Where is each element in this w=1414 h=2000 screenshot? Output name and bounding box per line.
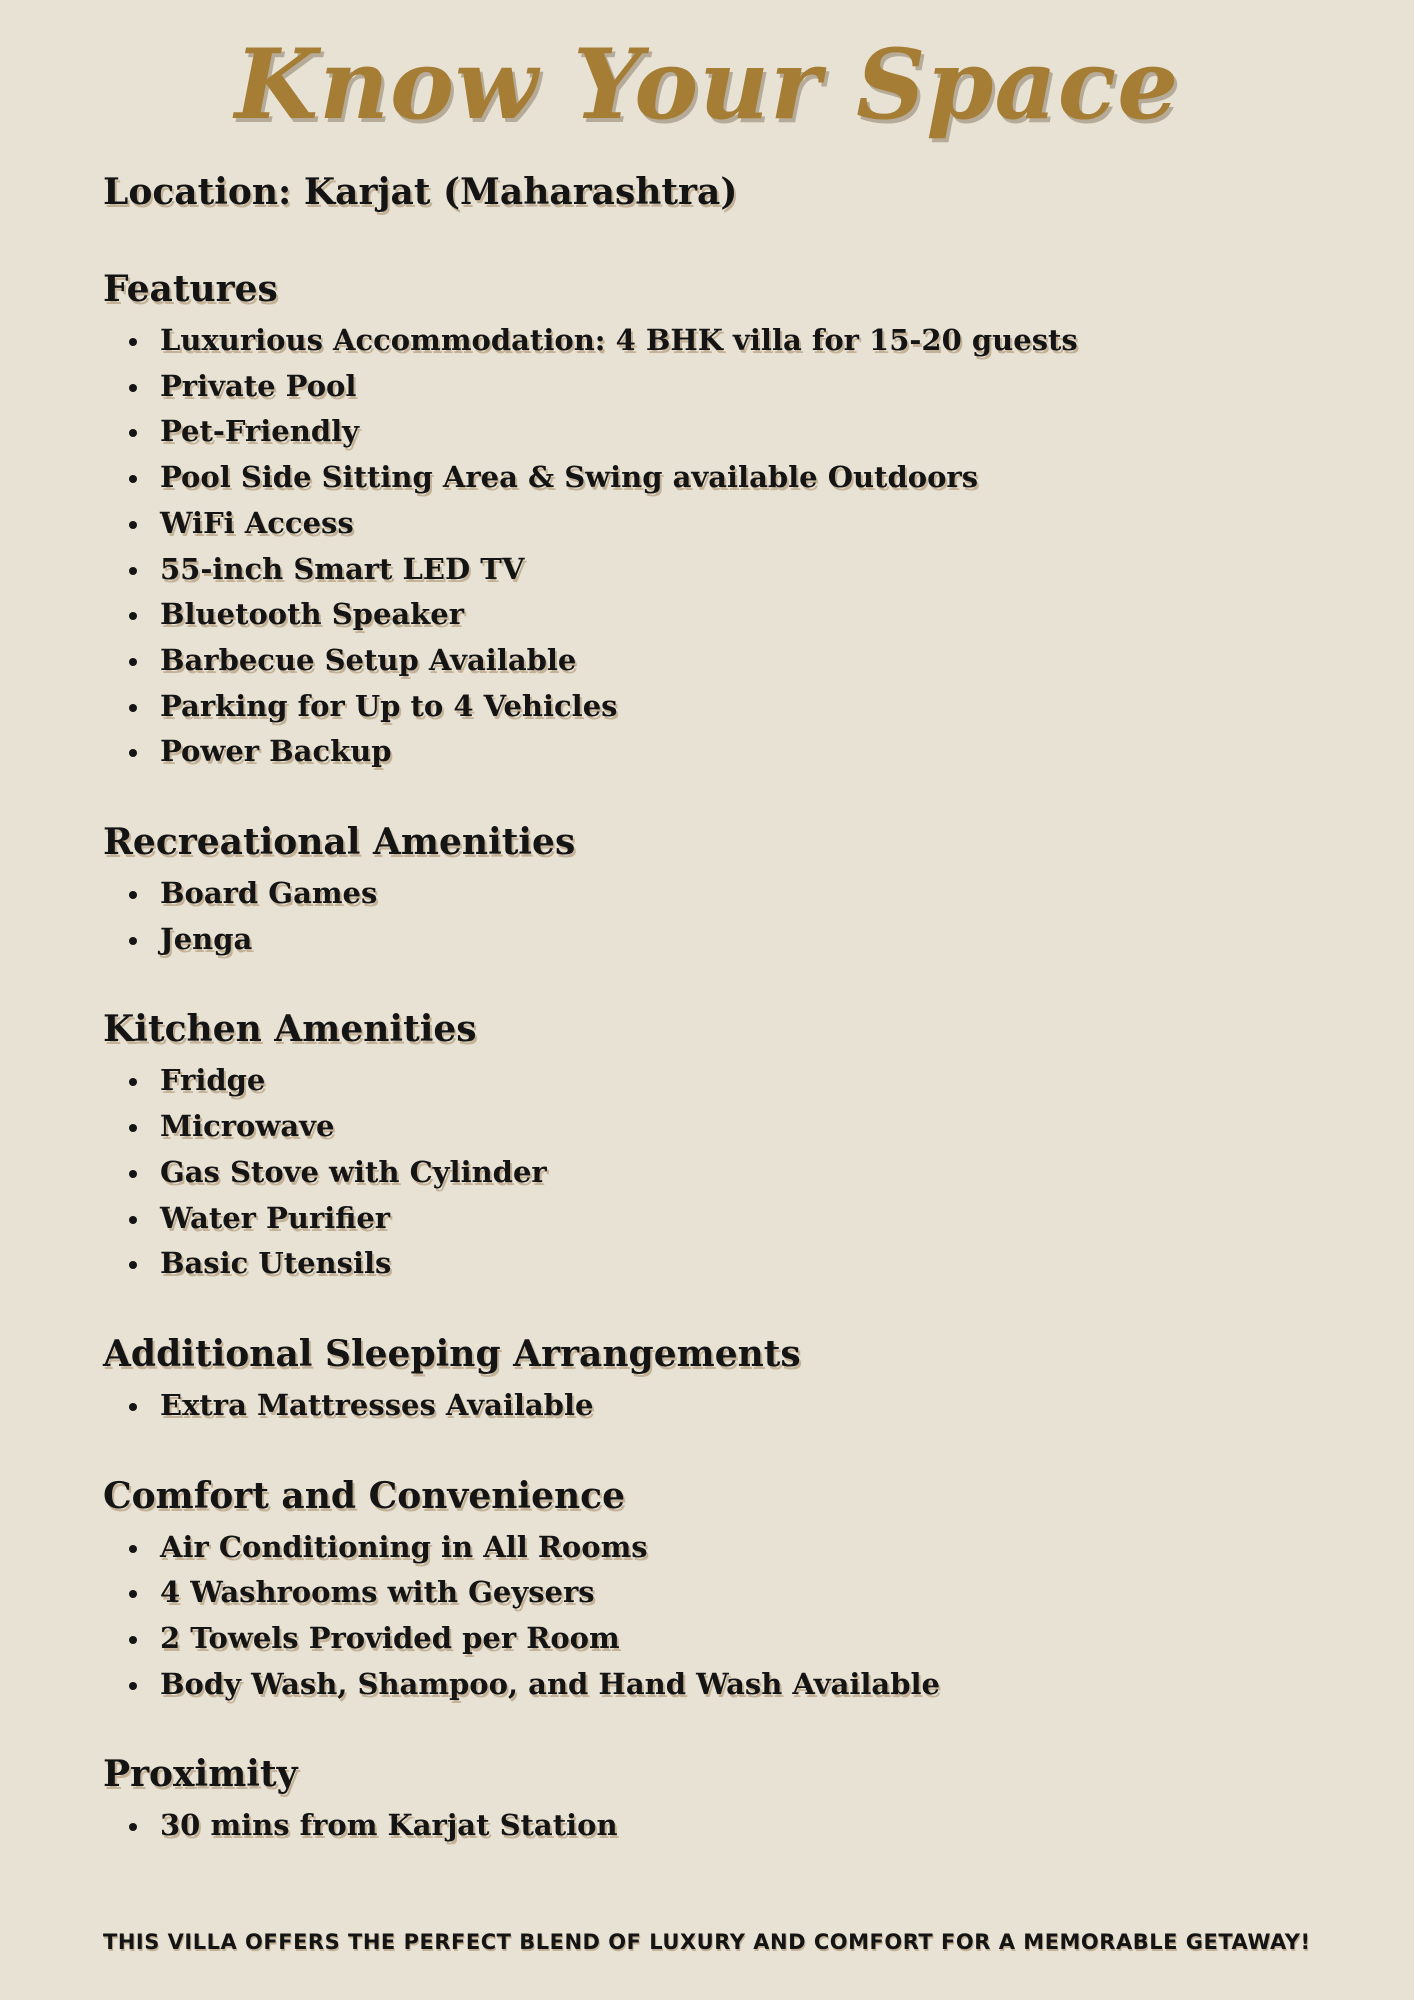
section-features [103, 260, 1303, 775]
list-item: Gas Stove with Cylinder [160, 1150, 1303, 1196]
list-item: Microwave [160, 1104, 1303, 1150]
list-item: 30 mins from Karjat Station [160, 1803, 1303, 1849]
section-title: Comfort and Convenience [103, 1474, 625, 1517]
section-comfort-and-convenience [103, 1467, 1303, 1708]
list-item: 4 Washrooms with Geysers [160, 1570, 1303, 1616]
section-title: Proximity [103, 1753, 298, 1796]
list-item: Air Conditioning in All Rooms [160, 1525, 1303, 1571]
list-item: Barbecue Setup Available [160, 638, 1303, 684]
section-title: Features [103, 268, 278, 310]
list-item: Board Games [160, 871, 1303, 917]
section-list [103, 1383, 1303, 1429]
section-list [103, 871, 1303, 962]
list-item: Luxurious Accommodation: 4 BHK villa for 15-20 guests [160, 318, 1303, 364]
section-list [103, 318, 1303, 775]
list-item: Basic Utensils [160, 1241, 1303, 1287]
content [103, 162, 1303, 1887]
section-kitchen-amenities [103, 1000, 1303, 1287]
list-item: Extra Mattresses Available [160, 1383, 1303, 1429]
section-list [103, 1058, 1303, 1287]
sections-container [103, 260, 1303, 1849]
page-title: Know Your Space [234, 28, 1180, 141]
section-list [103, 1525, 1303, 1708]
list-item: 55-inch Smart LED TV [160, 547, 1303, 593]
section-additional-sleeping-arrangements [103, 1325, 1303, 1429]
list-item: Bluetooth Speaker [160, 592, 1303, 638]
list-item: Pet-Friendly [160, 409, 1303, 455]
section-title: Kitchen Amenities [103, 1008, 477, 1051]
list-item: Power Backup [160, 729, 1303, 775]
list-item: Pool Side Sitting Area & Swing available Outdoors [160, 455, 1303, 501]
footer-tagline: THIS VILLA OFFERS THE PERFECT BLEND OF LUXURY AND COMFORT FOR A MEMORABLE GETAWAY! [103, 1930, 1311, 1954]
section-recreational-amenities [103, 813, 1303, 962]
list-item: 2 Towels Provided per Room [160, 1616, 1303, 1662]
list-item: Jenga [160, 917, 1303, 963]
list-item: Body Wash, Shampoo, and Hand Wash Available [160, 1662, 1303, 1708]
list-item: Water Purifier [160, 1196, 1303, 1242]
list-item: Parking for Up to 4 Vehicles [160, 684, 1303, 730]
location-heading: Location: Karjat (Maharashtra) [103, 171, 738, 213]
list-item: WiFi Access [160, 501, 1303, 547]
section-title: Recreational Amenities [103, 821, 576, 864]
section-title: Additional Sleeping Arrangements [103, 1332, 801, 1375]
list-item: Fridge [160, 1058, 1303, 1104]
section-proximity [103, 1745, 1303, 1849]
list-item: Private Pool [160, 364, 1303, 410]
section-list [103, 1803, 1303, 1849]
